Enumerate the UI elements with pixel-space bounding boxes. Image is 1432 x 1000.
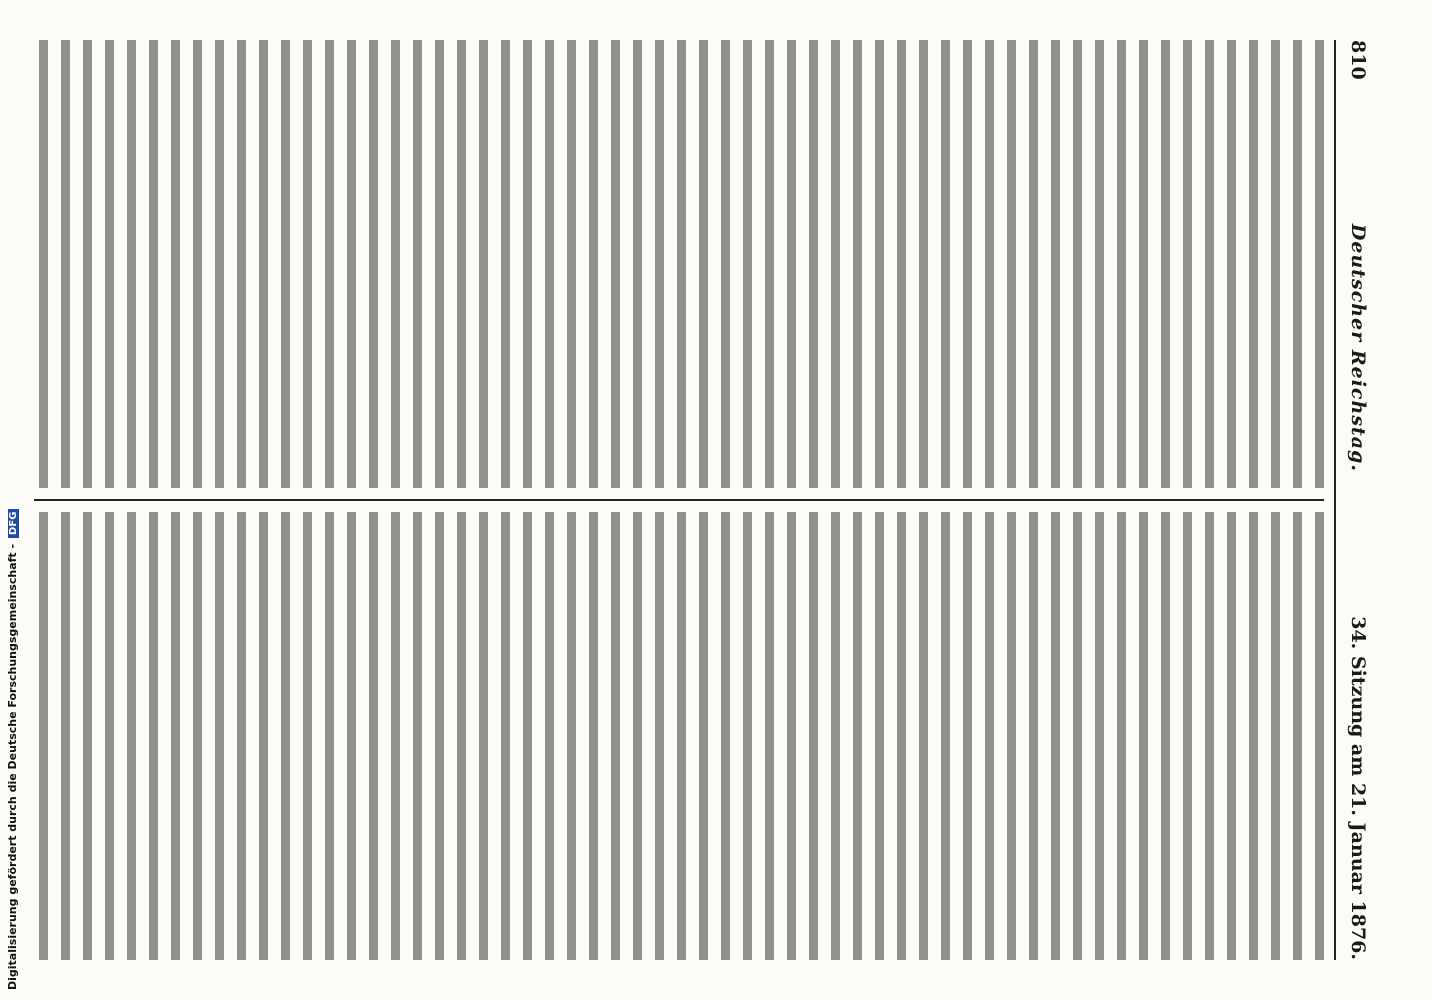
right-column <box>34 512 1324 960</box>
digitization-imprint <box>6 511 22 990</box>
page-title: Deutscher Reichstag. <box>1347 223 1369 473</box>
header-rule <box>1334 40 1336 960</box>
left-column-text <box>34 40 1324 488</box>
session-label: 34. Sitzung am 21. Januar 1876. <box>1347 616 1369 960</box>
page-header <box>1340 40 1376 960</box>
column-divider <box>34 499 1324 501</box>
page-number: 810 <box>1347 40 1369 80</box>
left-column <box>34 40 1324 488</box>
dfg-logo: DFG <box>8 509 19 538</box>
imprint-text: Digitalisierung gefördert durch die Deutsche Forschungsgemeinschaft - <box>6 543 19 990</box>
right-column-text <box>34 512 1324 960</box>
